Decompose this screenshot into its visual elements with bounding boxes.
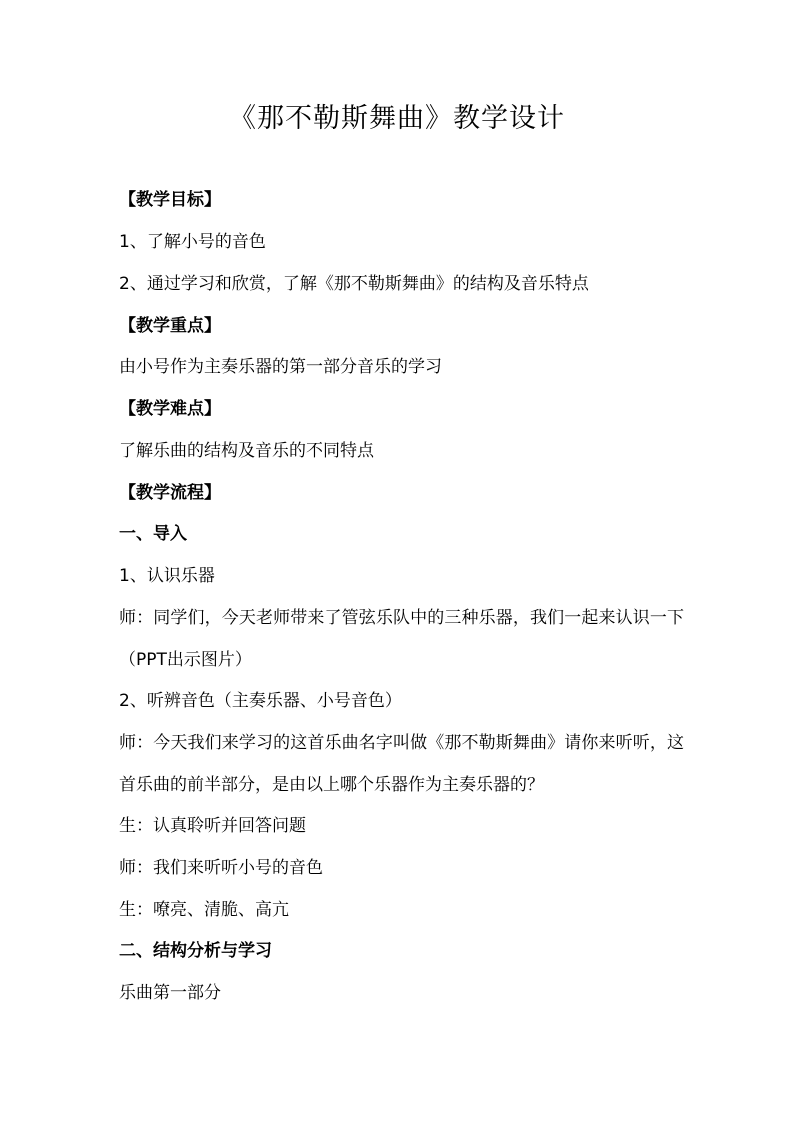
document-title: 《那不勒斯舞曲》教学设计 — [229, 103, 565, 134]
step-distinguish-timbre: 2、听辨音色（主奏乐器、小号音色） — [119, 691, 402, 711]
difficulties-heading: 【教学难点】 — [119, 399, 221, 419]
process-heading: 【教学流程】 — [119, 483, 221, 503]
key-points-text: 由小号作为主奏乐器的第一部分音乐的学习 — [119, 357, 442, 377]
difficulties-text: 了解乐曲的结构及音乐的不同特点 — [119, 441, 374, 461]
teacher-dialogue-2: 师：今天我们来学习的这首乐曲名字叫做《那不勒斯舞曲》请你来听听，这首乐曲的前半部分，是由以上哪个乐器作为主奏乐器的？ — [119, 733, 684, 795]
section-heading-structure: 二、结构分析与学习 — [119, 941, 272, 961]
teacher-dialogue-1: 师：同学们，今天老师带来了管弦乐队中的三种乐器，我们一起来认识一下（PPT出示图片） — [119, 608, 684, 670]
step-recognize-instruments: 1、认识乐器 — [119, 566, 215, 586]
teacher-dialogue-3: 师：我们来听听小号的音色 — [119, 858, 323, 878]
objectives-heading: 【教学目标】 — [119, 190, 221, 210]
student-response-2: 生：嘹亮、清脆、高亢 — [119, 900, 289, 920]
student-response-1: 生：认真聆听并回答问题 — [119, 816, 306, 836]
section-heading-intro: 一、导入 — [119, 524, 187, 544]
key-points-heading: 【教学重点】 — [119, 316, 221, 336]
objective-item-2: 2、通过学习和欣赏，了解《那不勒斯舞曲》的结构及音乐特点 — [119, 274, 589, 294]
objective-item-1: 1、了解小号的音色 — [119, 232, 266, 252]
music-part-1-label: 乐曲第一部分 — [119, 983, 221, 1003]
